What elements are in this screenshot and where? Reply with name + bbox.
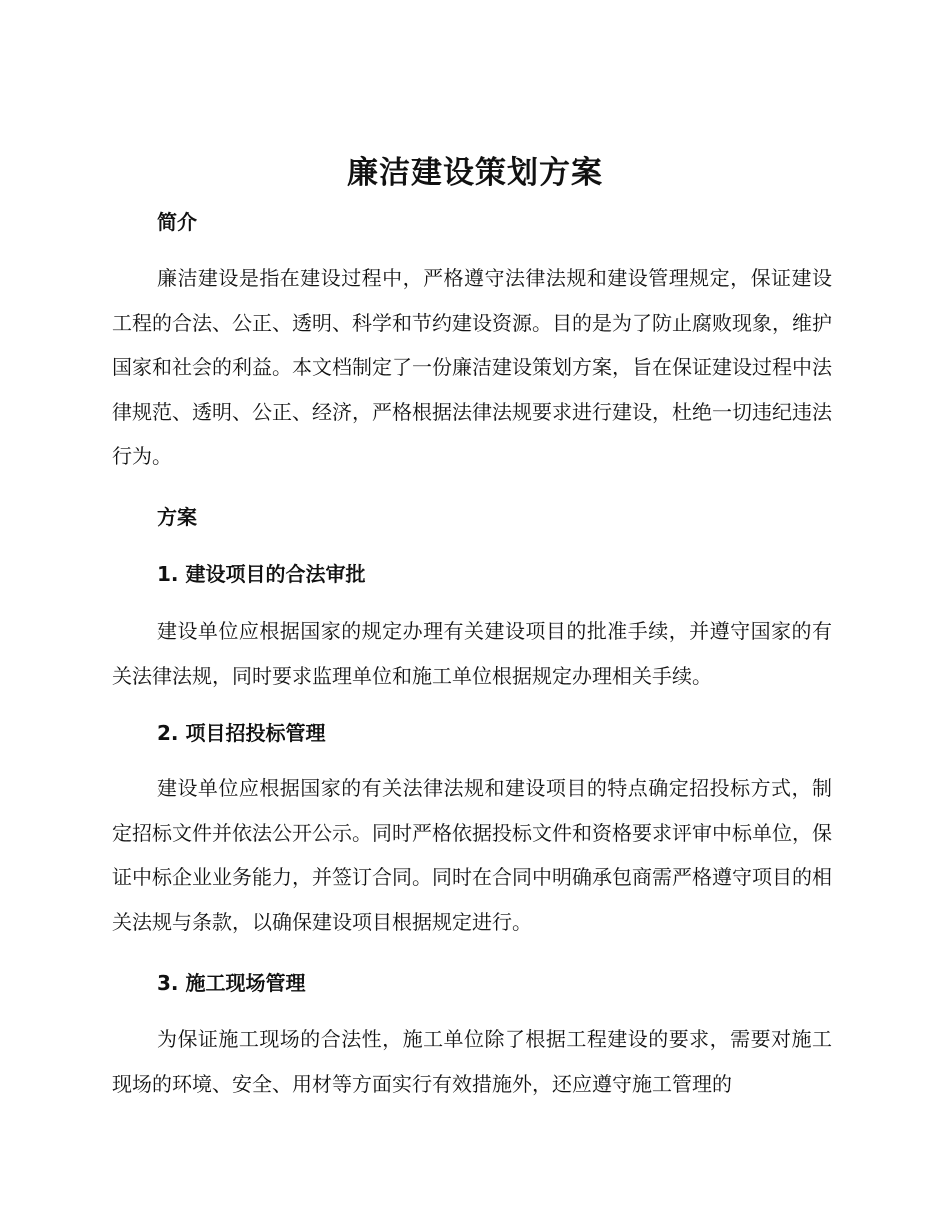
- section-heading-bidding: 2. 项目招投标管理: [157, 721, 326, 745]
- section-heading-approval: 1. 建设项目的合法审批: [157, 562, 366, 586]
- section-paragraph-approval: 建设单位应根据国家的规定办理有关建设项目的批准手续，并遵守国家的有关法律法规，同时要求监理单位和施工单位根据规定办理相关手续。: [112, 619, 832, 688]
- document-title: 廉洁建设策划方案: [347, 155, 603, 191]
- section-paragraph-bidding: 建设单位应根据国家的有关法律法规和建设项目的特点确定招投标方式，制定招标文件并依法公开公示。同时严格依据投标文件和资格要求评审中标单位，保证中标企业业务能力，并签订合同。同时在合同中明确承包商需严格遵守项目的相关法规与条款，以确保建设项目根据规定进行。: [112, 776, 832, 934]
- section-paragraph-site: 为保证施工现场的合法性，施工单位除了根据工程建设的要求，需要对施工现场的环境、安全、用材等方面实行有效措施外，还应遵守施工管理的: [112, 1027, 832, 1096]
- section-paragraph-intro: 廉洁建设是指在建设过程中，严格遵守法律法规和建设管理规定，保证建设工程的合法、公正、透明、科学和节约建设资源。目的是为了防止腐败现象，维护国家和社会的利益。本文档制定了一份廉洁建设策划方案，旨在保证建设过程中法律规范、透明、公正、经济，严格根据法律法规要求进行建设，杜绝一切违纪违法行为。: [112, 266, 832, 468]
- section-heading-site: 3. 施工现场管理: [157, 971, 306, 995]
- section-heading-intro: 简介: [157, 210, 197, 234]
- section-heading-plan: 方案: [157, 505, 197, 529]
